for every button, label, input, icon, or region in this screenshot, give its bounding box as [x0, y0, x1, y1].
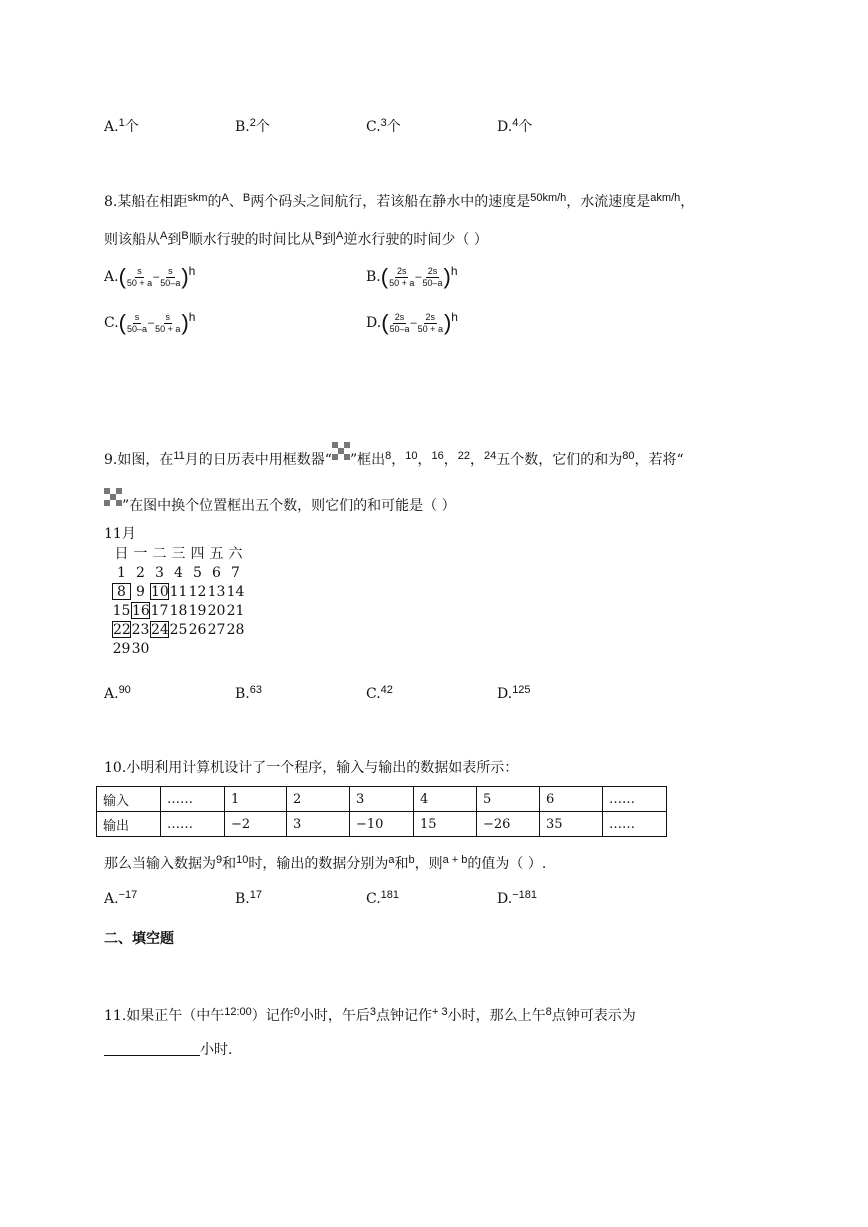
q11-stem-line1: 11.如果正午（中午$^{12:00}$）记作$^0$小时，午后$^3$点钟记作$^{+ 3}$小时，那么上午$^8$点钟可表示为: [104, 1006, 636, 1024]
calendar-week-1: 1 2 3 4 5 6 7: [117, 565, 240, 581]
q8-stem-line2: 则该船从$^A$到$^B$顺水行驶的时间比从$^B$到$^A$逆水行驶的时间少（ ）: [104, 230, 488, 248]
q8-option-c[interactable]: C.( $\frac{s}{50-a}$ – $\frac{s}{50 + a}$ )h: [104, 310, 196, 335]
section-heading: 二、填空题: [104, 931, 174, 947]
q8-option-d[interactable]: D.( $\frac{2s}{50-a}$ – $\frac{2s}{50 + a}$ )h: [366, 310, 458, 335]
q7-option-c[interactable]: C.$^3$个: [366, 117, 401, 135]
q9-option-b[interactable]: B.$^{63}$: [235, 684, 262, 702]
table-row-output: 输出 …… −2 3 −10 15 −26 35 ……: [97, 812, 667, 837]
q10-option-d[interactable]: D.$^{-181}$: [497, 889, 537, 907]
calendar-week-2: 8 9 10 11 12 13 14: [112, 583, 252, 602]
calendar-week-4: 22 23 24 25 26 27 28: [113, 622, 245, 638]
calendar-week-5: 29 30: [112, 641, 150, 657]
frame-counter-icon: [104, 488, 122, 506]
q9-option-a[interactable]: A.$^{90}$: [104, 684, 131, 702]
q9-option-c[interactable]: C.$^{42}$: [366, 684, 393, 702]
q7-option-d[interactable]: D.$^4$个: [497, 117, 533, 135]
q7-option-a[interactable]: A.$^1$个: [104, 117, 139, 135]
frame-counter-icon: [332, 442, 350, 460]
q7-option-b[interactable]: B.$^2$个: [235, 117, 270, 135]
q8-stem-line1: 8.某船在相距$^{skm}$的$^A$、$^B$两个码头之间航行，若该船在静水中的速度是$^{50km/h}$，水流速度是$^{akm/h}$，: [104, 192, 695, 210]
q9-stem-line2: ”在图中换个位置框出五个数，则它们的和可能是（ ）: [104, 488, 456, 516]
calendar-week-3: 15 16 17 18 19 20 21: [112, 603, 245, 619]
q10-option-c[interactable]: C.$^{181}$: [366, 889, 400, 907]
table-row-input: 输入 …… 1 2 3 4 5 6 ……: [97, 787, 667, 812]
q9-stem-line1: 9.如图，在$^{11}$月的日历表中用框数器“ ”框出$^8$，$^{10}$，$^{16}$，$^{22}$，$^{24}$五个数，它们的和为$^{80}$，若将“: [104, 442, 684, 470]
q10-option-a[interactable]: A.$^{-17}$: [104, 889, 138, 907]
q8-option-b[interactable]: B.( $\frac{2s}{50 + a}$ – $\frac{2s}{50-a}$ )h: [366, 264, 458, 289]
q10-option-b[interactable]: B.$^{17}$: [235, 889, 262, 907]
q8-option-a[interactable]: A.( $\frac{s}{50 + a}$ – $\frac{s}{50-a}$ )h: [104, 264, 196, 289]
answer-blank[interactable]: [104, 1041, 200, 1056]
q10-stem: 10.小明利用计算机设计了一个程序，输入与输出的数据如表所示：: [104, 760, 519, 776]
q9-option-d[interactable]: D.$^{125}$: [497, 684, 531, 702]
calendar-weekdays: 日 一 二 三 四 五 六: [114, 546, 243, 562]
calendar: [112, 545, 252, 659]
calendar-title: 11月: [104, 526, 136, 542]
io-table: [96, 786, 667, 837]
q11-answer-line: 小时.: [104, 1040, 232, 1060]
q10-question-line: 那么当输入数据为$^9$和$^{10}$时，输出的数据分别为$^a$和$^b$，则$^{a + b}$的值为（ ）.: [104, 854, 547, 872]
